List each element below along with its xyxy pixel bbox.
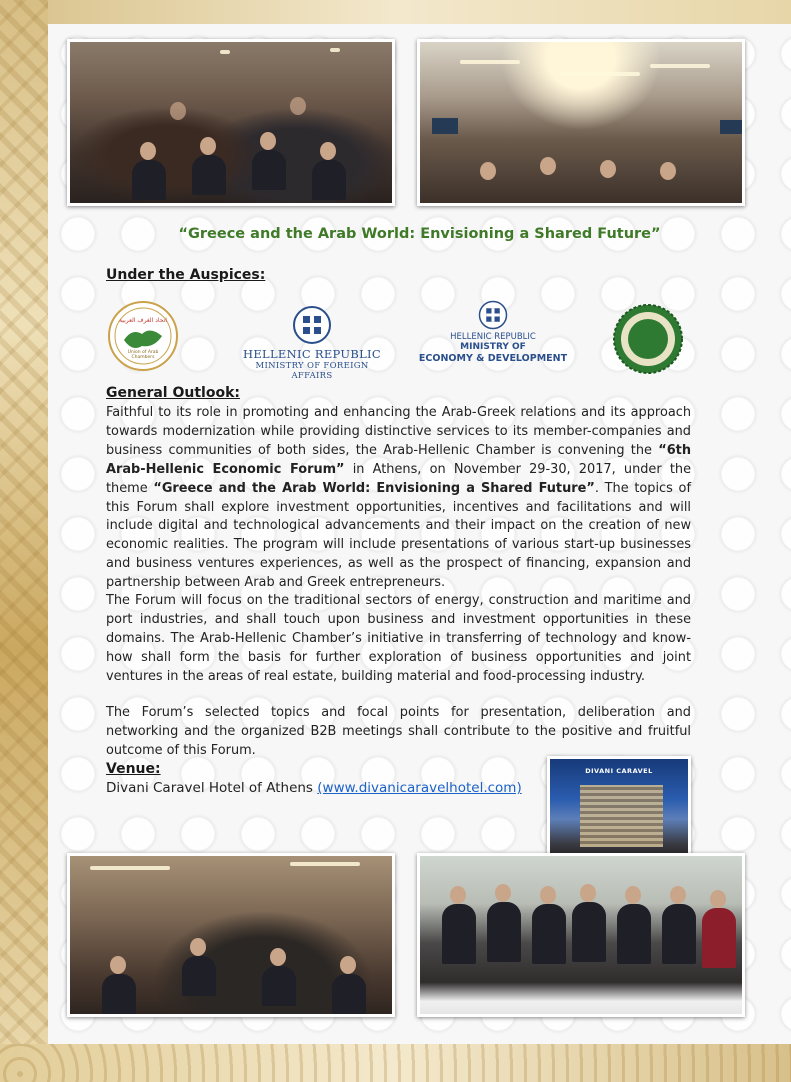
union-of-arab-chambers-text: Union of Arab Chambers: [127, 350, 159, 360]
ministry-foreign-affairs-label: MINISTRY OF FOREIGN AFFAIRS: [255, 361, 369, 381]
b2b-meetings-photo: [67, 853, 395, 1017]
ministry-of-label: MINISTRY OF: [460, 342, 526, 352]
outlook-paragraph-3: The Forum’s selected topics and focal points for presentation, deliberation and networking and the organized B2B meetings shall contribute to the positive and fruitful outcome of this Forum.: [106, 705, 691, 758]
forum-theme-title: “Greece and the Arab World: Envisioning a Shared Future”: [178, 226, 661, 242]
hotel-sign-text: DIVANI CARAVEL: [585, 767, 653, 775]
hellenic-republic-economy-label: HELLENIC REPUBLIC: [450, 332, 536, 342]
general-outlook-heading: General Outlook:: [106, 385, 240, 401]
outlook-p1-end: . The topics of this Forum shall explore investment opportunities, incentives and facilitations and will include digital and technological advancements and their impact on the creation of new economic realities. The program will include presentations of various start-up businesses and business ventures experiences, as well as the prospect of financing, expansion and partnership between Arab and Greek entrepreneurs.: [106, 480, 691, 591]
hotel-photo: [547, 756, 691, 862]
top-ornament: [0, 0, 791, 24]
forum-theme-bold: “Greece and the Arab World: Envisioning a Shared Future”: [153, 480, 595, 496]
outlook-paragraph-2: The Forum will focus on the traditional sectors of energy, construction and maritime and port industries, and shall touch upon business and investment opportunities in these domains. The Arab-Hellenic Chamber’s initiative in transferring of technology and know-how shall form the basis for further exploration of business opportunities and joint ventures in the areas of real estate, building material and food-processing industry.: [106, 593, 691, 684]
svg-text:اتحاد الغرف العربية: اتحاد الغرف العربية: [119, 317, 167, 324]
hellenic-economy-logo: [418, 300, 568, 372]
venue-heading: Venue:: [106, 761, 161, 777]
conference-photo-1: [67, 39, 395, 206]
hellenic-republic-label: HELLENIC REPUBLIC: [243, 347, 381, 361]
outlook-p1-mid: in Athens, on November 29-30, 2017, under the theme: [106, 461, 691, 496]
auspices-heading: Under the Auspices:: [106, 267, 266, 283]
agreement-signing-photo: [417, 853, 745, 1017]
venue-name: Divani Caravel Hotel of Athens: [106, 780, 318, 796]
arab-league-emblem: [612, 303, 684, 375]
conference-photo-2: [417, 39, 745, 206]
forum-name-bold: “6th Arab-Hellenic Economic Forum”: [106, 442, 691, 477]
outlook-paragraph-1: [106, 404, 691, 593]
union-of-arab-chambers-logo: [106, 300, 180, 372]
hellenic-foreign-affairs-logo: [238, 305, 386, 381]
venue-line: [106, 780, 522, 796]
left-ornament: [0, 0, 48, 1082]
economy-development-label: ECONOMY & DEVELOPMENT: [418, 353, 568, 364]
bottom-ornament: [0, 1044, 791, 1082]
outlook-p1-start: Faithful to its role in promoting and enhancing the Arab-Greek relations and its approach towards modernization while providing distinctive services to its member-companies and business communities of both sides, the Arab-Hellenic Chamber is convening the: [106, 405, 691, 458]
hotel-website-link[interactable]: (www.divanicaravelhotel.com): [317, 780, 522, 796]
